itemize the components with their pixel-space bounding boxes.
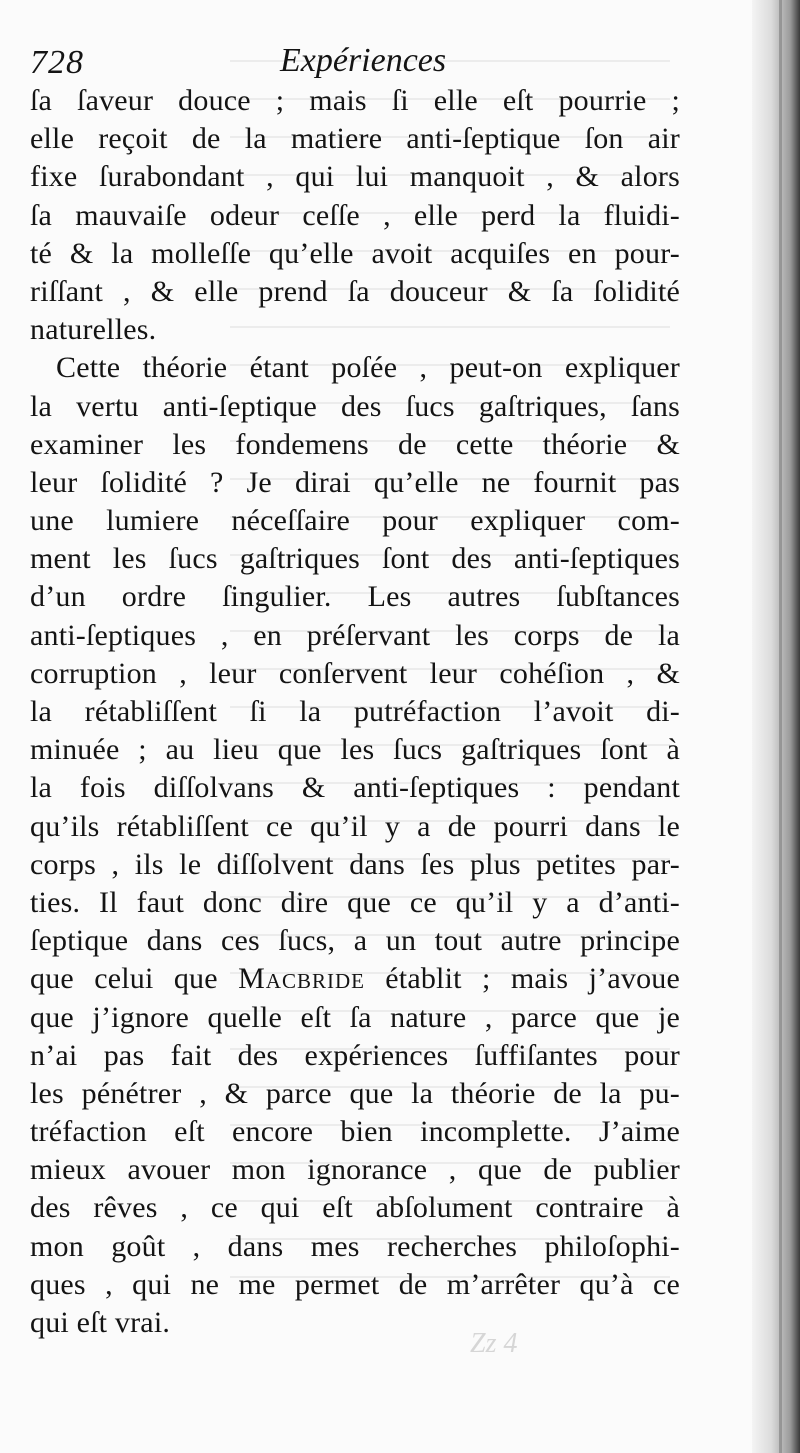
text-line: leur ſolidité ? Je dirai qu’elle ne fournit pas [30, 465, 680, 499]
text-line: la vertu anti-ſeptique des ſucs gaſtriques, ſans [30, 389, 680, 423]
text-line: examiner les fondemens de cette théorie & [30, 427, 680, 461]
author-name-macbride: Macbride [238, 962, 365, 996]
text-line: fixe ſurabondant , qui lui manquoit , & alors [30, 160, 680, 194]
running-title: Expériences [280, 42, 447, 79]
text-line: minuée ; au lieu que les ſucs gaſtriques ſont à [30, 733, 680, 767]
text-line-start: que celui que [30, 962, 218, 996]
text-line: corruption , leur conſervent leur cohéſion , & [30, 656, 680, 690]
text-line: anti-ſeptiques , en préſervant les corps de la [30, 618, 680, 652]
text-line: mieux avouer mon ignorance , que de publier [30, 1153, 680, 1187]
text-line: tréfaction eſt encore bien incomplette. J’aime [30, 1115, 680, 1149]
text-line: ties. Il faut donc dire que ce qu’il y a d’anti- [30, 885, 680, 919]
text-line-macbride [30, 960, 680, 998]
text-line: riſſant , & elle prend ſa douceur & ſa ſolidité [30, 274, 680, 308]
text-line: la rétabliſſent ſi la putréfaction l’avoit di- [30, 695, 680, 728]
text-line: qu’ils rétabliſſent ce qu’il y a de pourri dans le [30, 809, 680, 843]
binding-edge [752, 0, 800, 1453]
text-line: ment les ſucs gaſtriques ſont des anti-ſeptiques [30, 542, 680, 576]
text-line: ſa mauvaiſe odeur ceſſe , elle perd la fluidi- [30, 198, 680, 232]
binding-fold-line [779, 0, 782, 1453]
text-line: qui eſt vrai. [30, 1306, 171, 1339]
page-number: 728 [30, 44, 84, 81]
text-line: des rêves , ce qui eſt abſolument contraire à [30, 1191, 680, 1225]
text-line-end: établit ; mais j’avoue [364, 962, 680, 996]
text-line: té & la molleſſe qu’elle avoit acquiſes en pour- [30, 236, 680, 270]
text-line: elle reçoit de la matiere anti-ſeptique ſon air [30, 122, 680, 156]
text-line: corps , ils le diſſolvent dans ſes plus petites par- [30, 847, 680, 881]
text-line: naturelles. [30, 313, 157, 347]
signature-mark: Zz 4 [470, 1328, 518, 1359]
text-line: ques , qui ne me permet de m’arrêter qu’à ce [30, 1267, 680, 1301]
text-line: ſeptique dans ces ſucs, a un tout autre principe [30, 924, 680, 958]
text-line: la fois diſſolvans & anti-ſeptiques : pendant [30, 771, 680, 805]
text-line: les pénétrer , & parce que la théorie de la pu- [30, 1076, 680, 1110]
text-line: mon goût , dans mes recherches philoſophi- [30, 1229, 680, 1263]
text-line: ſa ſaveur douce ; mais ſi elle eſt pourrie ; [30, 84, 680, 117]
body-text [30, 82, 680, 1342]
paragraph-start-line: Cette théorie étant poſée , peut-on expliquer [56, 351, 680, 385]
text-line: une lumiere néceſſaire pour expliquer com- [30, 504, 680, 538]
text-line: d’un ordre ſingulier. Les autres ſubſtances [30, 580, 680, 614]
text-line: n’ai pas fait des expériences ſuffiſantes pour [30, 1038, 680, 1072]
text-line: que j’ignore quelle eſt ſa nature , parce que je [30, 1000, 680, 1034]
